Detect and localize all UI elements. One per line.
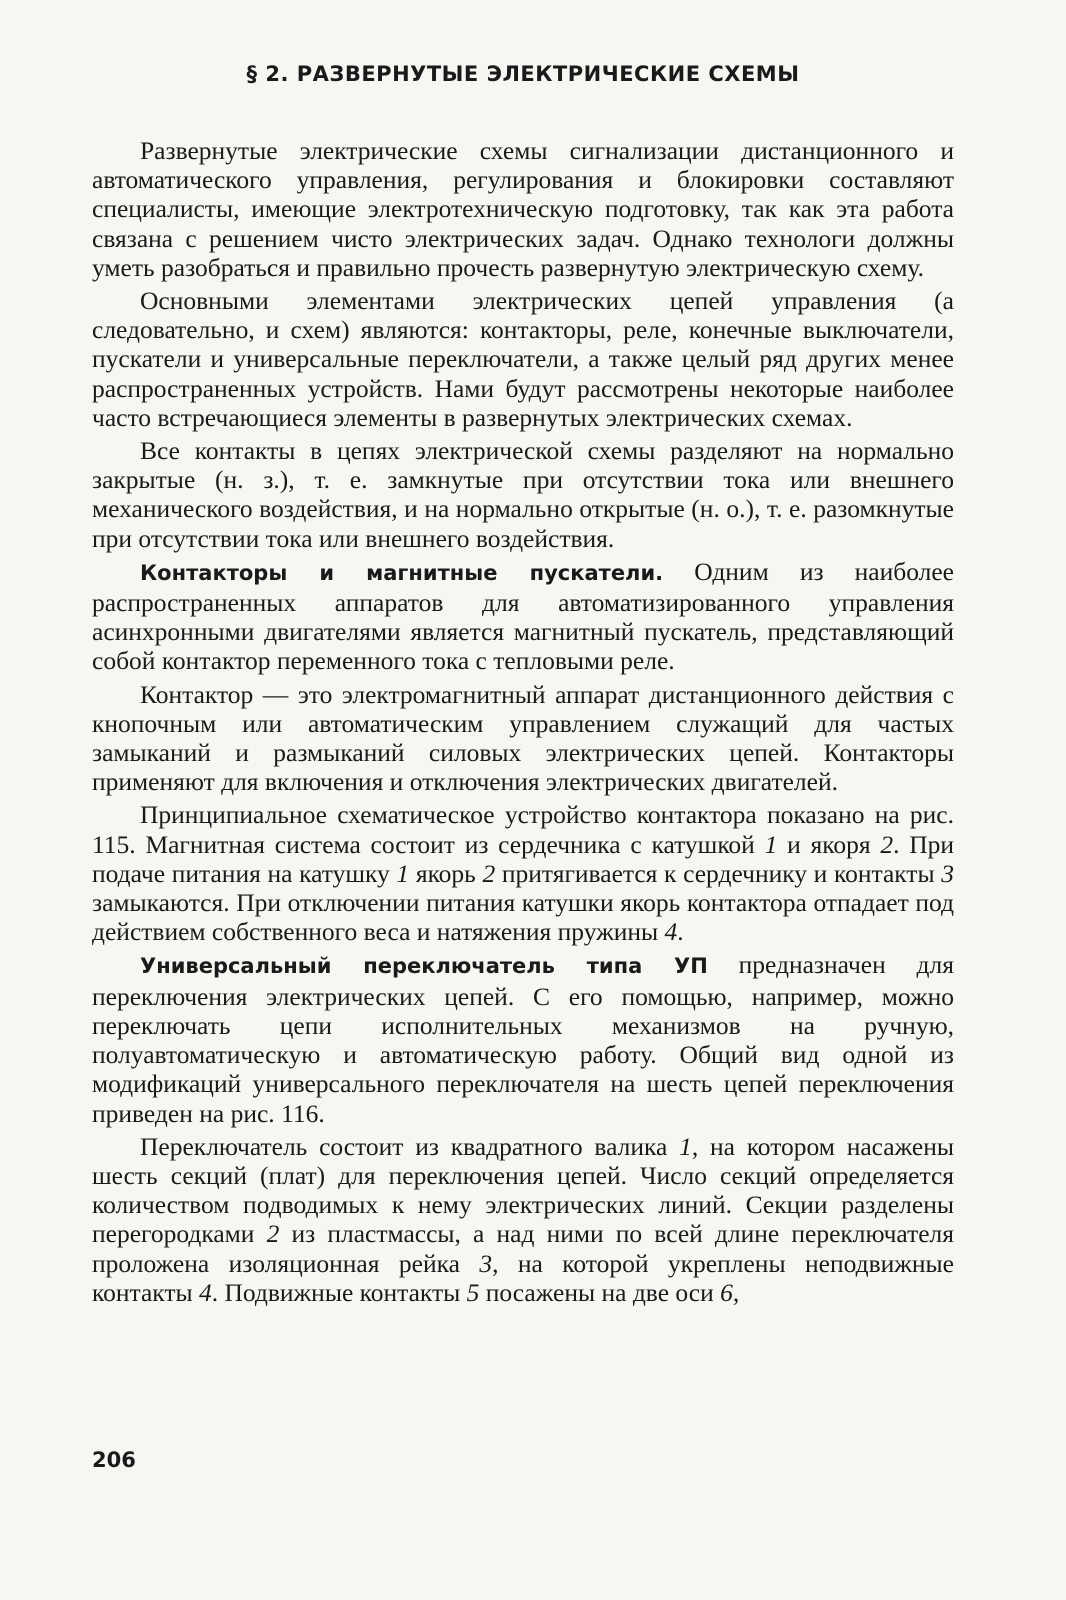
p8-text-2: , на котором насажены шесть секций (плат) для переключения цепей. Число секций определяется количеством подводимых к нему электрических линий. Секции разделены перегородками (92, 1131, 954, 1249)
p8-text-3: из пластмассы, а над ними по всей длине переключателя проложена изоляционная рейка (92, 1219, 954, 1278)
section-heading: § 2. РАЗВЕРНУТЫЕ ЭЛЕКТРИЧЕСКИЕ СХЕМЫ (246, 62, 800, 86)
p6-text-5: притягивается к сердечнику и контакты (495, 858, 942, 888)
paragraph-4-text: Одним из наиболее распространенных аппаратов для автоматизированного управления асинхронными двигателями является магнитный пускатель, представляющий собой контактор переменного тока с тепловыми реле. (92, 556, 954, 676)
p8-ref-6: 6 (720, 1277, 733, 1307)
paragraph-1: Развернутые электрические схемы сигнализации дистанционного и автоматического управления, регулирования и блокировки составляют специалисты, имеющие электротехническую подготовку, так как эта работа связана с решением чисто электрических задач. Однако технологи должны уметь разобраться и правильно прочесть развернутую электрическую схему. (92, 136, 954, 282)
p8-ref-4: 4 (198, 1277, 212, 1307)
p8-text-6: посажены на две оси (479, 1277, 721, 1307)
body-text (92, 136, 954, 1307)
page-number: 206 (92, 1448, 136, 1472)
paragraph-7 (92, 950, 954, 1127)
paragraph-3: Все контакты в цепях электрической схемы разделяют на нормально закрытые (н. з.), т. е. замкнутые при отсутствии тока или внешнего механического воздействия, и на нормально открытые (н. о.), т. е. разомкнутые при отсутствии тока или внешнего воздействия. (92, 436, 954, 553)
p8-text-1: Переключатель состоит из квадратного валика (140, 1131, 680, 1161)
p8-ref-5: 5 (466, 1277, 480, 1307)
paragraph-7-lead: Универсальный переключатель типа УП (140, 954, 708, 979)
p8-ref-2: 2 (266, 1219, 280, 1249)
p6-ref-4: 2 (482, 858, 496, 888)
paragraph-7-text: предназначен для переключения электрических цепей. С его помощью, например, можно переключать цепи исполнительных механизмов на ручную, полуавтоматическую и автоматическую работу. Общий вид одной из модификаций универсального переключателя на шесть цепей переключения приведен на рис. 116. (92, 950, 954, 1128)
p8-ref-1: 1 (679, 1131, 692, 1161)
paragraph-5: Контактор — это электромагнитный аппарат дистанционного действия с кнопочным или автоматическим управлением служащий для частых замыканий и размыканий силовых электрических цепей. Контакторы применяют для включения и отключения электрических двигателей. (92, 679, 954, 797)
p6-text-1: Принципиальное схематическое устройство контактора показано на рис. 115. Магнитная система состоит из сердечника с катушкой (92, 800, 954, 859)
p6-ref-6: 4 (664, 917, 678, 947)
paragraph-4-lead: Контакторы и магнитные пускатели. (140, 560, 664, 585)
book-page (92, 62, 954, 1311)
p6-ref-3: 1 (396, 858, 410, 888)
p8-text-7: , (732, 1277, 740, 1307)
paragraph-6 (92, 800, 954, 946)
p6-text-3: . При подаче питания на катушку (92, 829, 955, 888)
p6-text-4: якорь (409, 858, 483, 888)
p6-ref-5: 3 (941, 858, 954, 888)
paragraph-2: Основными элементами электрических цепей управления (а следовательно, и схем) являются: контакторы, реле, конечные выключатели, пускатели и универсальные переключатели, а также целый ряд других менее распространенных устройств. Нами будут рассмотрены некоторые наиболее часто встречающиеся элементы в развернутых электрических схемах. (92, 286, 954, 432)
p8-ref-3: 3 (479, 1248, 493, 1278)
p8-text-4: , на которой укреплены неподвижные контакты (92, 1248, 955, 1307)
p6-text-6: замыкаются. При отключении питания катушки якорь контактора отпадает под действием собственного веса и натяжения пружины (92, 888, 954, 947)
p6-text-7: . (677, 917, 684, 947)
p6-text-2: и якоря (777, 829, 881, 859)
p8-text-5: . Подвижные контакты (211, 1277, 467, 1307)
p6-ref-1: 1 (764, 829, 778, 859)
paragraph-8 (92, 1132, 954, 1307)
p6-ref-2: 2 (880, 829, 894, 859)
paragraph-4 (92, 557, 954, 676)
